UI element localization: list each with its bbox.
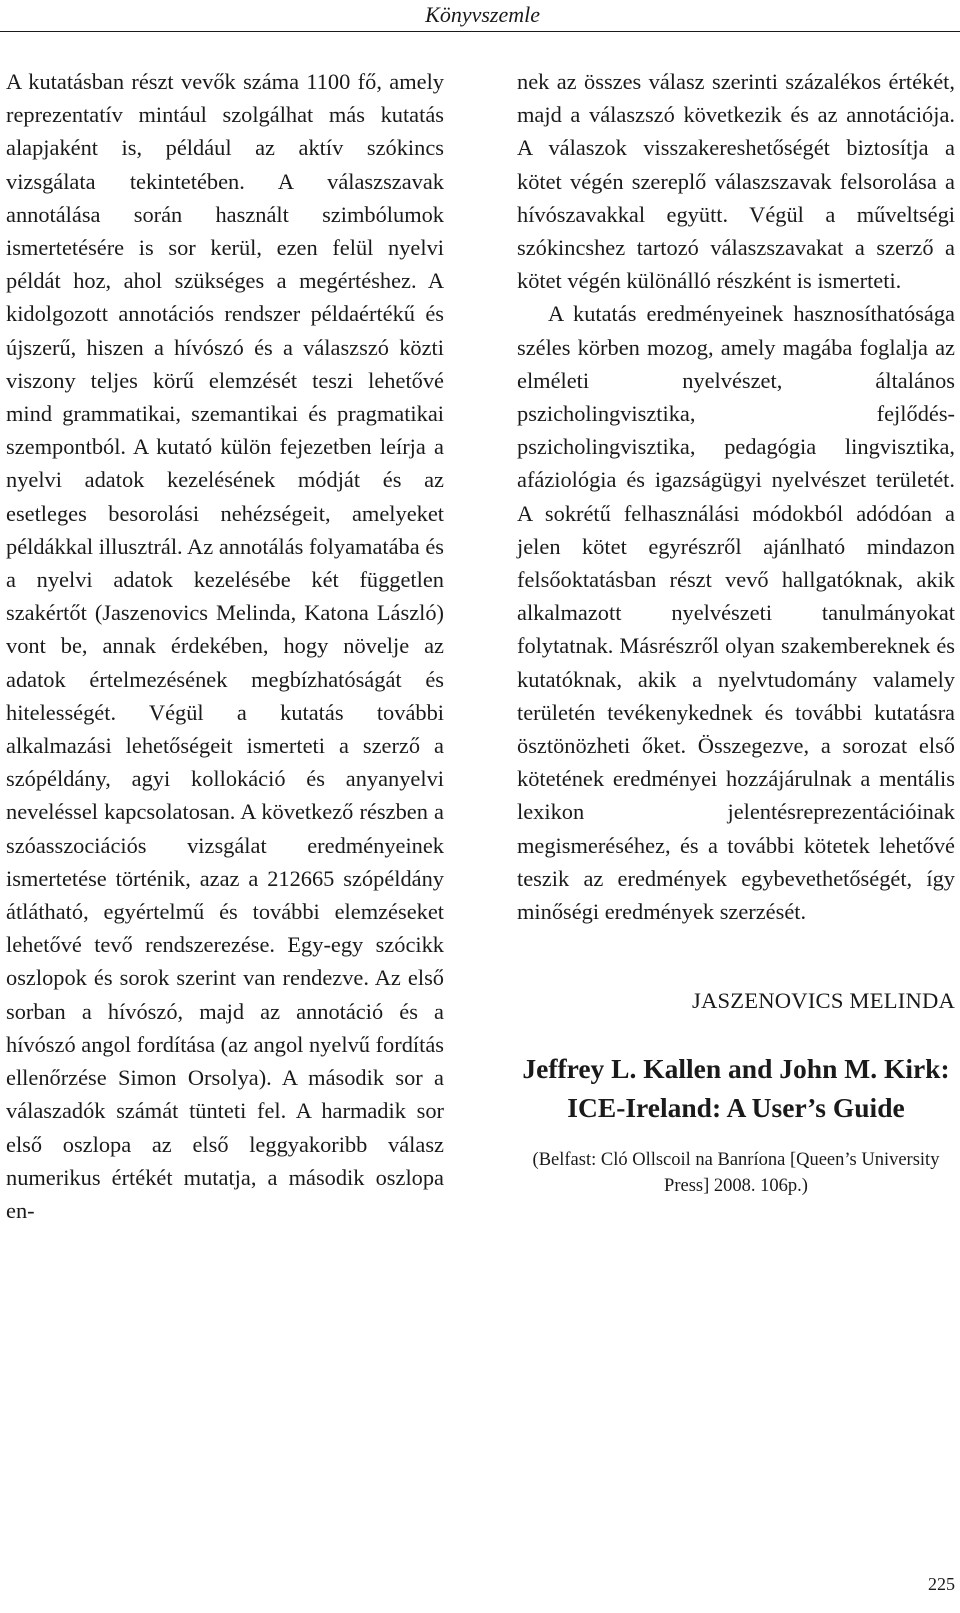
book-review-title: Jeffrey L. Kallen and John M. Kirk: ICE-Ireland: A User’s Guide <box>522 1053 950 1124</box>
body-paragraph-continuation: nek az összes válasz szerinti százalékos értékét, majd a válaszszó következik és az annotációja. A válaszok visszakereshetőségét biztosítja a kötet végén szereplő válaszszavak felsorolása a hívószavakkal együtt. Végül a műveltségi szókincshez tartozó válaszszavakat a szerző a kötet végén különálló részként is ismerteti. <box>517 69 955 294</box>
body-paragraph: A kutatás eredményeinek hasznosíthatósága széles körben mozog, amely magába foglalja az elméleti nyelvészet, általános pszicholingvisztika, fejlődés-pszicholingvisztika, pedagógia lingvisztika, afáziológia és igazságügyi nyelvészet területét. A sokrétű felhasználási módokból adódóan a jelen kötet egyrészről ajánlható mindazon felsőoktatásban részt vevő hallgatóknak, akik alkalmazott nyelvészeti tanulmányokat folytatnak. Másrészről olyan szakembereknek és kutatóknak, akik a nyelvtudomány valamely területén tevékenykednek és további kutatásra ösztönözheti őket. Összegezve, a sorozat első kötetének eredményei hozzájárulnak a mentális lexikon jelentésreprezentációinak megismeréséhez, és a további kötetek lehetővé teszik az eredmények egybevethetőségét, így minőségi eredmények szerzését. <box>517 301 955 925</box>
header-rule <box>0 31 960 32</box>
book-imprint: (Belfast: Cló Ollscoil na Banríona [Queen’s University Press] 2008. 106p.) <box>532 1150 940 1197</box>
page-number: 225 <box>928 1574 955 1594</box>
running-title: Könyvszemle <box>425 2 540 27</box>
right-column <box>517 65 955 1199</box>
running-head <box>0 2 960 28</box>
left-column <box>6 65 444 1227</box>
body-paragraph: A kutatásban részt vevők száma 1100 fő, amely reprezentatív mintául szolgálhat más kutatás alapjaként is, például az aktív szókincs vizsgálata tekintetében. A válaszszavak annotálása során használt szimbólumok ismertetésére is sor kerül, ezen felül nyelvi példát hoz, ahol szükséges a megértéshez. A kidolgozott annotációs rendszer példaértékű és újszerű, hiszen a hívószó és a válaszszó közti viszony teljes körű elemzését teszi lehetővé mind grammatikai, szemantikai és pragmatikai szempontból. A kutató külön fejezetben leírja a nyelvi adatok kezelésének módját és az esetleges besorolási nehézségeit, amelyeket példákkal illusztrál. Az annotálás folyamatába és a nyelvi adatok kezelésébe két független szakértőt (Jaszenovics Melinda, Katona László) vont be, annak érdekében, hogy növelje az adatok értelmezésének megbízhatóságát és hitelességét. Végül a kutatás további alkalmazási lehetőségeit ismerteti a szerző a szópéldány, agyi kollokáció és anyanyelvi neveléssel kapcsolatosan. A következő részben a szóasszociációs vizsgálat eredményeinek ismertetése történik, azaz a 212665 szópéldány átlátható, egyértelmű és további elemzéseket lehetővé tevő rendszerezése. Egy-egy szócikk oszlopok és sorok szerint van rendezve. Az első sorban a hívószó, majd az annotáció és a hívószó angol fordítása (az angol nyelvű fordítás ellenőrzése Simon Orsolya). A második sor a válaszadók számát tünteti fel. A harmadik sor első oszlopa az első leggyakoribb válasz numerikus értékét mutatja, a második oszlopa en- <box>6 69 444 1223</box>
reviewer-signature: JASZENOVICS MELINDA <box>692 988 955 1014</box>
